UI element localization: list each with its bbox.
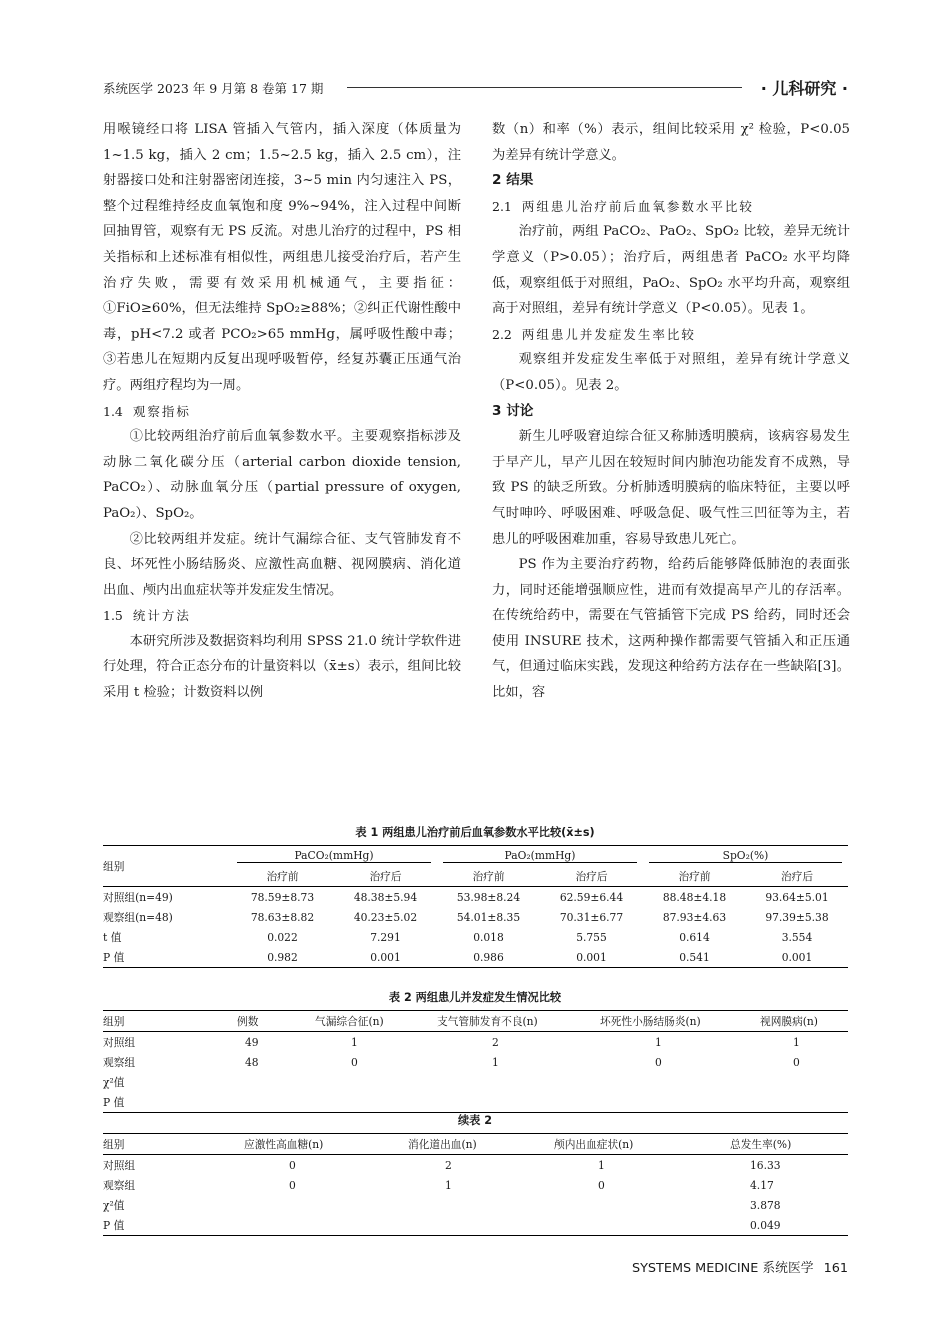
table-cell — [554, 1195, 730, 1215]
page-number: 161 — [823, 1261, 848, 1276]
footer-journal: SYSTEMS MEDICINE 系统医学 — [631, 1261, 814, 1276]
table2-header: 例数 — [237, 1014, 259, 1028]
table-row — [103, 1155, 848, 1176]
table-cell — [315, 1092, 437, 1113]
table1-subheader: 治疗后 — [369, 869, 402, 883]
table-row — [103, 927, 848, 947]
table-cell: 1 — [598, 1158, 605, 1172]
table3-header: 应激性高血糖(n) — [244, 1137, 324, 1151]
subsection-heading-2-1: 2.1 两组患儿治疗前后血氧参数水平比较 — [492, 198, 754, 214]
row-label: 观察组 — [103, 1055, 136, 1069]
table1-caption: 表 1 两组患儿治疗前后血氧参数水平比较(x̄±s) — [355, 826, 595, 839]
table2 — [103, 1010, 848, 1113]
table-cell: 1 — [793, 1035, 800, 1049]
row-label: P 值 — [103, 950, 125, 964]
table-cell — [760, 1092, 848, 1113]
table-cell: 0.001 — [781, 950, 813, 964]
header-rule — [347, 87, 742, 88]
section-heading-discussion: 3 讨论 — [492, 402, 534, 419]
row-label: 对照组(n=49) — [103, 890, 173, 904]
table-cell — [600, 1072, 760, 1092]
table1-subheader: 治疗前 — [472, 869, 505, 883]
table-cell: 2 — [445, 1158, 452, 1172]
table-cell: 3.878 — [750, 1198, 781, 1212]
table3-caption: 续表 2 — [457, 1114, 493, 1127]
table-cell: 70.31±6.77 — [559, 910, 624, 924]
table-cell — [554, 1215, 730, 1236]
table-row — [103, 1195, 848, 1215]
table-cell: 78.63±8.82 — [250, 910, 315, 924]
row-label: χ²值 — [103, 1198, 125, 1212]
table-cell: 0.022 — [267, 930, 298, 944]
left-column — [103, 117, 461, 706]
subsection-heading-1-5: 1.5 统计方法 — [103, 608, 191, 624]
table-cell: 3.554 — [781, 930, 813, 944]
table-cell — [408, 1195, 554, 1215]
table-cell: 0.001 — [576, 950, 607, 964]
table-cell: 0 — [655, 1055, 662, 1069]
table-cell: 0.541 — [679, 950, 710, 964]
paragraph: 本研究所涉及数据资料均利用 SPSS 21.0 统计学软件进行处理，符合正态分布的计量资料以（x̄±s）表示，组间比较采用 t 检验；计数资料以例 — [103, 633, 461, 701]
table1-subheader: 治疗后 — [575, 869, 608, 883]
table1-param-header: SpO₂(%) — [643, 846, 848, 867]
table-cell — [408, 1215, 554, 1236]
table1-param-header: PaO₂(mmHg) — [437, 846, 643, 867]
section-label: · 儿科研究 · — [760, 79, 848, 98]
table-cell: 48.38±5.94 — [353, 890, 418, 904]
table-cell: 40.23±5.02 — [353, 910, 418, 924]
table3-header: 组别 — [103, 1137, 125, 1151]
table1-subheader: 治疗前 — [678, 869, 711, 883]
table-cell: 48 — [245, 1055, 259, 1069]
paragraph: ②比较两组并发症。统计气漏综合征、支气管肺发育不良、坏死性小肠结肠炎、应激性高血糖、视网膜病、消化道出血、颅内出血症状等并发症发生情况。 — [103, 531, 461, 598]
table-cell: 7.291 — [370, 930, 401, 944]
row-label: 观察组 — [103, 1178, 136, 1192]
table1-subheader: 治疗前 — [266, 869, 299, 883]
table-cell — [760, 1072, 848, 1092]
table-row — [103, 947, 848, 968]
table-cell: 93.64±5.01 — [765, 890, 829, 904]
table-cell: 16.33 — [750, 1158, 781, 1172]
paragraph: PS 作为主要治疗药物，给药后能够降低肺泡的表面张力，同时还能增强顺应性，进而有效提高早产儿的存活率。在传统给药中，需要在气管插管下完成 PS 给药，同时还会使用 INSURE 技术，这两种操作都需要气管插入和正压通气，但通过临床实践，发现这种给药方法存在一些缺陷[3]。比如，容 — [492, 557, 850, 701]
subsection-heading-1-4: 1.4 观察指标 — [103, 403, 191, 419]
paragraph: 新生儿呼吸窘迫综合征又称肺透明膜病，该病容易发生于早产儿，早产儿因在较短时间内肺泡功能发育不成熟，导致 PS 的缺乏所致。分析肺透明膜病的临床特征，主要以呼气时呻吟、呼吸困难、呼吸急促、吸气性三凹征等为主，若患儿的呼吸困难加重，容易导致患儿死亡。 — [492, 429, 850, 547]
table3-header: 消化道出血(n) — [408, 1137, 477, 1151]
table-cell — [437, 1092, 600, 1113]
table-cell: 1 — [351, 1035, 358, 1049]
table2-header: 组别 — [103, 1014, 125, 1028]
table-row — [103, 1072, 848, 1092]
table1 — [103, 845, 848, 968]
table-cell: 49 — [245, 1035, 259, 1049]
table-cell: 0.614 — [679, 930, 710, 944]
table-cell — [437, 1072, 600, 1092]
table2-header: 支气管肺发育不良(n) — [437, 1014, 538, 1028]
table-cell: 53.98±8.24 — [456, 890, 521, 904]
table-cell: 87.93±4.63 — [662, 910, 727, 924]
table-cell: 0.982 — [267, 950, 298, 964]
table1-subheader: 治疗后 — [780, 869, 814, 883]
table1-group-header: 组别 — [103, 846, 231, 887]
table-cell: 0.049 — [750, 1218, 781, 1232]
table-cell: 0.986 — [473, 950, 504, 964]
table-cell: 97.39±5.38 — [765, 910, 829, 924]
table-row — [103, 1032, 848, 1053]
table-row — [103, 1052, 848, 1072]
paragraph: ①比较两组治疗前后血氧参数水平。主要观察指标涉及动脉二氧化碳分压（arterial carbon dioxide tension, PaCO₂）、动脉血氧分压（partial pressure of oxygen, PaO₂）、SpO₂。 — [103, 429, 461, 521]
table-cell: 0 — [351, 1055, 358, 1069]
table-cell — [237, 1072, 315, 1092]
row-label: t 值 — [103, 930, 122, 944]
row-label: 对照组 — [103, 1158, 136, 1172]
table-cell: 0.018 — [473, 930, 504, 944]
paragraph: 治疗前，两组 PaCO₂、PaO₂、SpO₂ 比较，差异无统计学意义（P>0.05）；治疗后，两组患者 PaCO₂ 水平均降低，观察组低于对照组，PaO₂、SpO₂ 水平均升高，观察组高于对照组，差异有统计学意义（P<0.05）。见表 1。 — [492, 224, 850, 317]
section-heading-results: 2 结果 — [492, 172, 534, 189]
journal-info: 系统医学 2023 年 9 月第 8 卷第 17 期 — [103, 81, 324, 96]
paragraph: 数（n）和率（%）表示，组间比较采用 χ² 检验，P<0.05 为差异有统计学意义。 — [492, 122, 850, 163]
table-cell — [244, 1215, 408, 1236]
table-cell: 5.755 — [576, 930, 607, 944]
table3-header: 颅内出血症状(n) — [554, 1137, 634, 1151]
table-cell: 0.001 — [370, 950, 401, 964]
table-row — [103, 887, 848, 908]
table2-header: 视网膜病(n) — [760, 1014, 818, 1028]
table2-continued — [103, 1133, 848, 1236]
subsection-heading-2-2: 2.2 两组患儿并发症发生率比较 — [492, 326, 696, 342]
table-cell: 0 — [793, 1055, 800, 1069]
paragraph: 用喉镜经口将 LISA 管插入气管内，插入深度（体质量为 1~1.5 kg，插入 2 cm；1.5~2.5 kg，插入 2.5 cm），注射器接口处和注射器密闭连接，3~5 min 内匀速注入 PS，整个过程维持经皮血氧饱和度 9%~94%，注入过程中间断回抽胃管，观察有无 PS 反流。对患儿治疗的过程中，PS 相关指标和上述标准有相似性，两组患儿接受治疗后，若产生治疗失败，需要有效采用机械通气，主要指征：①FiO≥60%，但无法维持 SpO₂≥88%；②纠正代谢性酸中毒，pH<7.2 或者 PCO₂>65 mmHg，属呼吸性酸中毒；③若患儿在短期内反复出现呼吸暂停，经复苏囊正压通气治疗。两组疗程均为一周。 — [103, 122, 461, 393]
table-row — [103, 1175, 848, 1195]
table2-header: 气漏综合征(n) — [315, 1014, 384, 1028]
table-cell: 0 — [598, 1178, 605, 1192]
table-cell: 54.01±8.35 — [456, 910, 521, 924]
table-cell: 1 — [445, 1178, 452, 1192]
table3-header: 总发生率(%) — [730, 1137, 792, 1151]
table-cell: 62.59±6.44 — [559, 890, 624, 904]
table-cell — [315, 1072, 437, 1092]
table-cell: 78.59±8.73 — [250, 890, 315, 904]
table-cell: 4.17 — [750, 1178, 774, 1192]
table2-header: 坏死性小肠结肠炎(n) — [600, 1014, 701, 1028]
table-row — [103, 907, 848, 927]
right-column — [492, 117, 850, 706]
table-cell: 0 — [289, 1178, 296, 1192]
row-label: P 值 — [103, 1095, 125, 1109]
table-cell — [600, 1092, 760, 1113]
table-cell: 1 — [655, 1035, 662, 1049]
table-cell: 88.48±4.18 — [662, 890, 727, 904]
table1-param-header: PaCO₂(mmHg) — [231, 846, 437, 867]
paragraph: 观察组并发症发生率低于对照组，差异有统计学意义（P<0.05）。见表 2。 — [492, 352, 850, 393]
table-cell — [244, 1195, 408, 1215]
table-cell: 2 — [492, 1035, 499, 1049]
row-label: P 值 — [103, 1218, 125, 1232]
row-label: χ²值 — [103, 1075, 125, 1089]
row-label: 对照组 — [103, 1035, 136, 1049]
row-label: 观察组(n=48) — [103, 910, 173, 924]
table-cell: 1 — [492, 1055, 499, 1069]
page-header — [103, 76, 848, 100]
page-footer — [632, 1257, 848, 1276]
table-row — [103, 1215, 848, 1236]
table-row — [103, 1092, 848, 1113]
table2-caption: 表 2 两组患儿并发症发生情况比较 — [388, 991, 562, 1004]
table-cell — [237, 1092, 315, 1113]
table-cell: 0 — [289, 1158, 296, 1172]
